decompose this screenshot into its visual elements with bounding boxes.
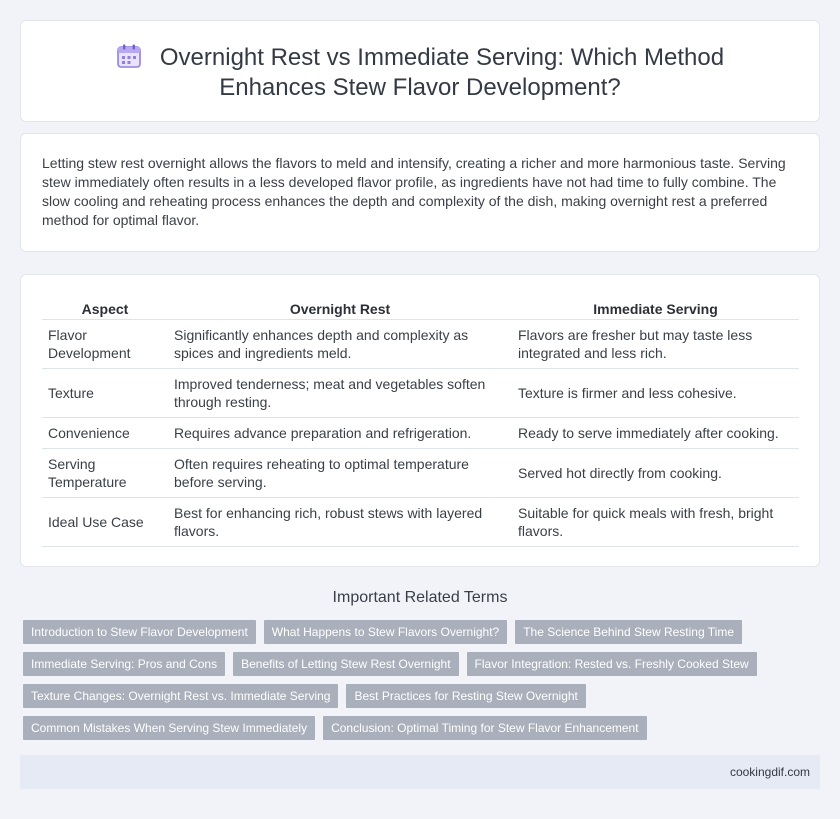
header-immediate-serving: Immediate Serving <box>593 300 718 317</box>
overnight-cell: Requires advance preparation and refrigeration. <box>168 417 512 448</box>
related-terms-title: Important Related Terms <box>332 589 508 606</box>
aspect-cell: Ideal Use Case <box>42 497 168 546</box>
table-row <box>42 497 799 546</box>
related-term-link[interactable]: Conclusion: Optimal Timing for Stew Flavor Enhancement <box>323 716 646 740</box>
table-row <box>42 417 799 448</box>
related-term-link[interactable]: Best Practices for Resting Stew Overnight <box>346 684 585 708</box>
related-term-link[interactable]: The Science Behind Stew Resting Time <box>515 620 742 644</box>
related-term-link[interactable]: Introduction to Stew Flavor Development <box>23 620 256 644</box>
table-row <box>42 368 799 417</box>
tag-row <box>23 716 823 740</box>
immediate-cell: Flavors are fresher but may taste less integrated and less rich. <box>512 319 799 368</box>
aspect-cell: Texture <box>42 368 168 417</box>
aspect-cell: Serving Temperature <box>42 448 168 497</box>
aspect-cell: Convenience <box>42 417 168 448</box>
table-header-row <box>42 297 799 319</box>
comparison-card <box>20 274 820 567</box>
related-term-link[interactable]: Immediate Serving: Pros and Cons <box>23 652 225 676</box>
header-aspect: Aspect <box>81 300 129 317</box>
footer-site-link[interactable]: cookingdif.com <box>729 765 810 779</box>
related-term-link[interactable]: Common Mistakes When Serving Stew Immediately <box>23 716 315 740</box>
intro-card <box>20 133 820 252</box>
intro-paragraph: Letting stew rest overnight allows the flavors to meld and intensify, creating a richer and more harmonious taste. Serving stew immediately often results in a less developed flavor profile, as ingredients have not had time to fully combine. The slow cooling and reheating process enhances the depth and complexity of the dish, making overnight rest a preferred method for optimal flavor. <box>42 155 786 228</box>
overnight-cell: Often requires reheating to optimal temperature before serving. <box>168 448 512 497</box>
tag-row <box>23 652 823 676</box>
tag-row <box>23 684 823 708</box>
table-row <box>42 319 799 368</box>
related-term-link[interactable]: Texture Changes: Overnight Rest vs. Immediate Serving <box>23 684 338 708</box>
related-term-link[interactable]: Flavor Integration: Rested vs. Freshly Cooked Stew <box>467 652 757 676</box>
comparison-table <box>42 297 799 547</box>
tag-row <box>23 620 823 644</box>
page-title-wrap <box>21 43 819 103</box>
overnight-cell: Improved tenderness; meat and vegetables soften through resting. <box>168 368 512 417</box>
page-title: Overnight Rest vs Immediate Serving: Which Method Enhances Stew Flavor Development? <box>159 44 725 101</box>
related-terms-tags <box>23 620 823 748</box>
calendar-icon <box>116 43 142 69</box>
related-term-link[interactable]: Benefits of Letting Stew Rest Overnight <box>233 652 458 676</box>
overnight-cell: Best for enhancing rich, robust stews with layered flavors. <box>168 497 512 546</box>
immediate-cell: Ready to serve immediately after cooking. <box>512 417 799 448</box>
title-card <box>20 20 820 122</box>
aspect-cell: Flavor Development <box>42 319 168 368</box>
immediate-cell: Served hot directly from cooking. <box>512 448 799 497</box>
related-term-link[interactable]: What Happens to Stew Flavors Overnight? <box>264 620 507 644</box>
immediate-cell: Texture is firmer and less cohesive. <box>512 368 799 417</box>
overnight-cell: Significantly enhances depth and complexity as spices and ingredients meld. <box>168 319 512 368</box>
immediate-cell: Suitable for quick meals with fresh, bright flavors. <box>512 497 799 546</box>
table-row <box>42 448 799 497</box>
header-overnight-rest: Overnight Rest <box>289 300 391 317</box>
footer <box>20 755 820 789</box>
